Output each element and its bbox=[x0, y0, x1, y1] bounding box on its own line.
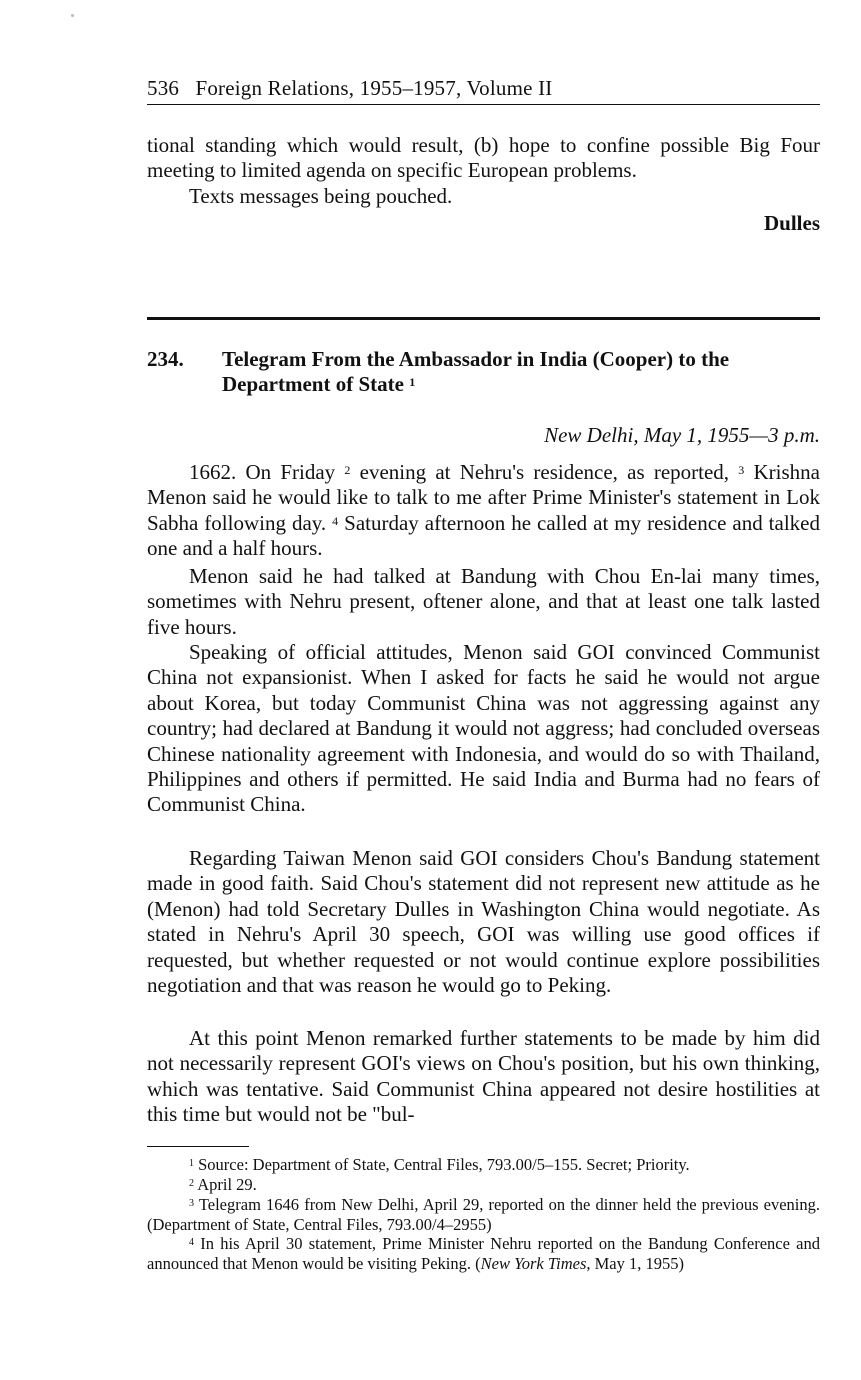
footnote-ref-4[interactable]: 4 bbox=[332, 513, 339, 528]
dateline: New Delhi, May 1, 1955—3 p.m. bbox=[544, 423, 820, 447]
footnote-ref-1[interactable]: 1 bbox=[409, 375, 416, 389]
document-number: 234. bbox=[147, 347, 184, 371]
section-rule bbox=[147, 317, 820, 320]
body-paragraph-2: Menon said he had talked at Bandung with Chou En-lai many times, sometimes with Nehru present, oftener alone, and that at least one talk lasted five hours. bbox=[147, 564, 820, 639]
body-paragraph-3: Speaking of official attitudes, Menon said GOI convinced Communist China not expansionist. When I asked for facts he said he would not argue about Korea, but today Communist China was not aggressing against any country; had declared at Bandung it would not aggress; had concluded overseas Chinese nationality agreement with Indonesia, and would do so with Thailand, Philippines and others if permitted. He said India and Burma had no fears of Communist China. bbox=[147, 640, 820, 817]
body-paragraph-1: 1662. On Friday $^2$ evening at Nehru's residence, as reported, $^3$ Krishna Menon said he would like to talk to me after Prime Minister's statement in Lok Sabha following day. $^4$ Saturday afternoon he called at my residence and talked one and a half hours. bbox=[147, 460, 820, 561]
footnote-4: $^4$ In his April 30 statement, Prime Minister Nehru reported on the Bandung Conference and announced that Menon would be visiting Peking. (New York Times, May 1, 1955) bbox=[147, 1234, 820, 1273]
citation-title: New York Times bbox=[480, 1253, 587, 1273]
footnote-3: $^3$ Telegram 1646 from New Delhi, April 29, reported on the dinner held the previous evening. (Department of State, Central Files, 793.00/4–2955) bbox=[147, 1195, 820, 1234]
document-title-text: Telegram From the Ambassador in India (Cooper) to the Department of State bbox=[222, 347, 730, 396]
body-paragraph-4: Regarding Taiwan Menon said GOI considers Chou's Bandung statement made in good faith. Said Chou's statement did not represent new attitude as he (Menon) had told Secretary Dulles in Washington China would negotiate. As stated in Nehru's April 30 speech, GOI was willing use good offices if requested, but whether requested or not would continue explore possibilities negotiation and that was reason he would go to Peking. bbox=[147, 846, 820, 998]
document-title bbox=[222, 347, 820, 397]
footnote-ref-2[interactable]: 2 bbox=[344, 463, 351, 477]
running-header: 536 Foreign Relations, 1955–1957, Volume II bbox=[147, 76, 553, 100]
footnote-2: $^2$ April 29. bbox=[189, 1175, 257, 1194]
pouched-note: Texts messages being pouched. bbox=[189, 184, 453, 208]
footnote-1: $^1$ Source: Department of State, Central Files, 793.00/5–155. Secret; Priority. bbox=[189, 1155, 690, 1174]
footnote-rule bbox=[147, 1146, 249, 1147]
header-rule bbox=[147, 104, 820, 105]
signature: Dulles bbox=[763, 211, 820, 235]
continuation-paragraph: tional standing which would result, (b) hope to confine possible Big Four meeting to limited agenda on specific European problems. bbox=[147, 133, 820, 183]
body-paragraph-5: At this point Menon remarked further statements to be made by him did not necessarily represent GOI's views on Chou's position, but his own thinking, which was tentative. Said Communist China appeared not desire hostilities at this time but would not be "bul- bbox=[147, 1026, 820, 1127]
footnote-ref-3[interactable]: 3 bbox=[738, 463, 745, 477]
scan-speck bbox=[71, 14, 74, 17]
